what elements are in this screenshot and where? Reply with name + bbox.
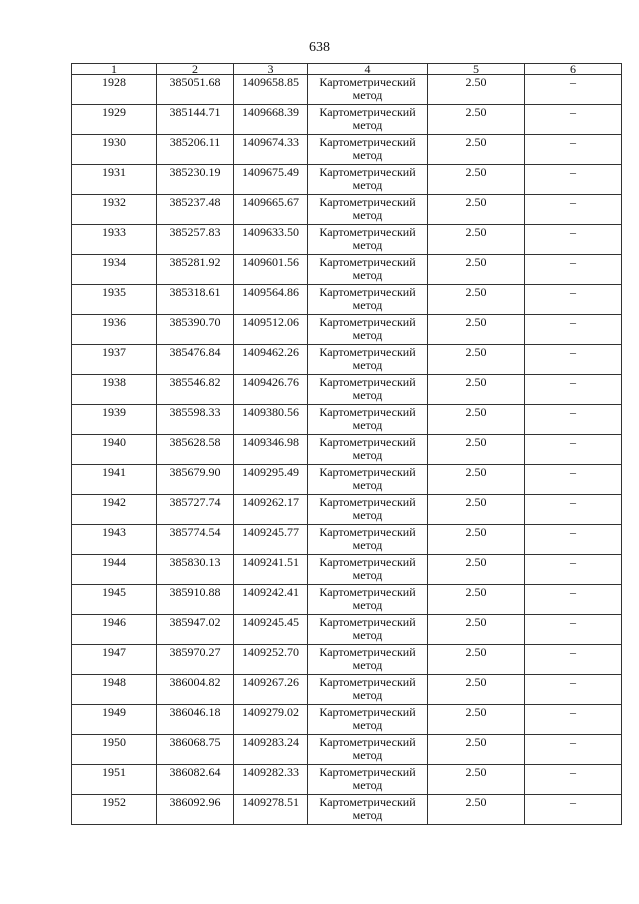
table-row xyxy=(72,495,622,525)
x-coordinate-cell: 385206.11 xyxy=(157,135,234,165)
y-coordinate-cell: 1409665.67 xyxy=(234,195,308,225)
x-coordinate-cell: 385830.13 xyxy=(157,555,234,585)
note-cell: – xyxy=(525,105,622,135)
note-cell: – xyxy=(525,615,622,645)
note-cell: – xyxy=(525,315,622,345)
accuracy-cell: 2.50 xyxy=(428,165,525,195)
table-row xyxy=(72,405,622,435)
point-number-cell: 1947 xyxy=(72,645,157,675)
point-number-cell: 1937 xyxy=(72,345,157,375)
x-coordinate-cell: 385051.68 xyxy=(157,75,234,105)
method-line2: метод xyxy=(352,538,383,552)
x-coordinate-cell: 386046.18 xyxy=(157,705,234,735)
accuracy-cell: 2.50 xyxy=(428,105,525,135)
accuracy-cell: 2.50 xyxy=(428,645,525,675)
method-cell xyxy=(308,525,428,555)
y-coordinate-cell: 1409564.86 xyxy=(234,285,308,315)
x-coordinate-cell: 385476.84 xyxy=(157,345,234,375)
note-cell: – xyxy=(525,255,622,285)
x-coordinate-cell: 385546.82 xyxy=(157,375,234,405)
point-number-cell: 1941 xyxy=(72,465,157,495)
method-line1: Картометрический xyxy=(319,75,416,89)
x-coordinate-cell: 385230.19 xyxy=(157,165,234,195)
method-cell xyxy=(308,345,428,375)
method-line2: метод xyxy=(352,418,383,432)
y-coordinate-cell: 1409346.98 xyxy=(234,435,308,465)
accuracy-cell: 2.50 xyxy=(428,225,525,255)
method-cell xyxy=(308,375,428,405)
method-line2: метод xyxy=(352,268,383,282)
column-header-5: 5 xyxy=(428,64,525,75)
method-cell xyxy=(308,495,428,525)
method-line2: метод xyxy=(352,568,383,582)
point-number-cell: 1936 xyxy=(72,315,157,345)
table-row xyxy=(72,645,622,675)
x-coordinate-cell: 386004.82 xyxy=(157,675,234,705)
note-cell: – xyxy=(525,585,622,615)
note-cell: – xyxy=(525,705,622,735)
y-coordinate-cell: 1409245.77 xyxy=(234,525,308,555)
method-line2: метод xyxy=(352,748,383,762)
method-cell xyxy=(308,255,428,285)
x-coordinate-cell: 385281.92 xyxy=(157,255,234,285)
table-row xyxy=(72,555,622,585)
point-number-cell: 1948 xyxy=(72,675,157,705)
method-line2: метод xyxy=(352,208,383,222)
y-coordinate-cell: 1409658.85 xyxy=(234,75,308,105)
method-cell xyxy=(308,585,428,615)
column-header-6: 6 xyxy=(525,64,622,75)
accuracy-cell: 2.50 xyxy=(428,195,525,225)
accuracy-cell: 2.50 xyxy=(428,615,525,645)
method-line2: метод xyxy=(352,508,383,522)
method-cell xyxy=(308,165,428,195)
method-cell xyxy=(308,405,428,435)
method-cell xyxy=(308,465,428,495)
point-number-cell: 1951 xyxy=(72,765,157,795)
y-coordinate-cell: 1409242.41 xyxy=(234,585,308,615)
point-number-cell: 1938 xyxy=(72,375,157,405)
x-coordinate-cell: 385390.70 xyxy=(157,315,234,345)
y-coordinate-cell: 1409380.56 xyxy=(234,405,308,435)
point-number-cell: 1928 xyxy=(72,75,157,105)
y-coordinate-cell: 1409512.06 xyxy=(234,315,308,345)
y-coordinate-cell: 1409279.02 xyxy=(234,705,308,735)
point-number-cell: 1952 xyxy=(72,795,157,825)
method-line1: Картометрический xyxy=(319,525,416,539)
table-row xyxy=(72,75,622,105)
y-coordinate-cell: 1409675.49 xyxy=(234,165,308,195)
table-row xyxy=(72,375,622,405)
note-cell: – xyxy=(525,435,622,465)
method-cell xyxy=(308,705,428,735)
note-cell: – xyxy=(525,465,622,495)
accuracy-cell: 2.50 xyxy=(428,375,525,405)
y-coordinate-cell: 1409267.26 xyxy=(234,675,308,705)
method-line2: метод xyxy=(352,598,383,612)
point-number-cell: 1949 xyxy=(72,705,157,735)
method-line1: Картометрический xyxy=(319,735,416,749)
method-line1: Картометрический xyxy=(319,465,416,479)
accuracy-cell: 2.50 xyxy=(428,735,525,765)
point-number-cell: 1930 xyxy=(72,135,157,165)
column-header-1: 1 xyxy=(72,64,157,75)
table-row xyxy=(72,525,622,555)
method-line1: Картометрический xyxy=(319,795,416,809)
accuracy-cell: 2.50 xyxy=(428,315,525,345)
accuracy-cell: 2.50 xyxy=(428,135,525,165)
accuracy-cell: 2.50 xyxy=(428,795,525,825)
method-cell xyxy=(308,135,428,165)
y-coordinate-cell: 1409295.49 xyxy=(234,465,308,495)
table-row xyxy=(72,135,622,165)
method-cell xyxy=(308,555,428,585)
accuracy-cell: 2.50 xyxy=(428,765,525,795)
method-line2: метод xyxy=(352,298,383,312)
table-row xyxy=(72,735,622,765)
table-header-row xyxy=(72,64,622,75)
table-row xyxy=(72,435,622,465)
method-line1: Картометрический xyxy=(319,585,416,599)
accuracy-cell: 2.50 xyxy=(428,525,525,555)
x-coordinate-cell: 386082.64 xyxy=(157,765,234,795)
y-coordinate-cell: 1409245.45 xyxy=(234,615,308,645)
method-line1: Картометрический xyxy=(319,405,416,419)
method-line2: метод xyxy=(352,478,383,492)
y-coordinate-cell: 1409241.51 xyxy=(234,555,308,585)
x-coordinate-cell: 385318.61 xyxy=(157,285,234,315)
x-coordinate-cell: 385598.33 xyxy=(157,405,234,435)
method-line2: метод xyxy=(352,778,383,792)
y-coordinate-cell: 1409462.26 xyxy=(234,345,308,375)
table-row xyxy=(72,165,622,195)
accuracy-cell: 2.50 xyxy=(428,465,525,495)
method-line2: метод xyxy=(352,358,383,372)
y-coordinate-cell: 1409601.56 xyxy=(234,255,308,285)
table-row xyxy=(72,765,622,795)
method-line2: метод xyxy=(352,658,383,672)
method-line2: метод xyxy=(352,388,383,402)
method-cell xyxy=(308,105,428,135)
y-coordinate-cell: 1409278.51 xyxy=(234,795,308,825)
method-line1: Картометрический xyxy=(319,135,416,149)
column-header-3: 3 xyxy=(234,64,308,75)
method-line1: Картометрический xyxy=(319,705,416,719)
method-cell xyxy=(308,615,428,645)
method-line1: Картометрический xyxy=(319,375,416,389)
point-number-cell: 1946 xyxy=(72,615,157,645)
method-line1: Картометрический xyxy=(319,105,416,119)
method-line2: метод xyxy=(352,238,383,252)
y-coordinate-cell: 1409252.70 xyxy=(234,645,308,675)
point-number-cell: 1933 xyxy=(72,225,157,255)
table-row xyxy=(72,615,622,645)
x-coordinate-cell: 385910.88 xyxy=(157,585,234,615)
table-row xyxy=(72,465,622,495)
y-coordinate-cell: 1409282.33 xyxy=(234,765,308,795)
method-line1: Картометрический xyxy=(319,675,416,689)
note-cell: – xyxy=(525,645,622,675)
note-cell: – xyxy=(525,375,622,405)
x-coordinate-cell: 385970.27 xyxy=(157,645,234,675)
note-cell: – xyxy=(525,135,622,165)
note-cell: – xyxy=(525,405,622,435)
method-line1: Картометрический xyxy=(319,195,416,209)
method-line2: метод xyxy=(352,628,383,642)
method-cell xyxy=(308,435,428,465)
method-line1: Картометрический xyxy=(319,345,416,359)
method-line2: метод xyxy=(352,118,383,132)
method-line2: метод xyxy=(352,88,383,102)
x-coordinate-cell: 385774.54 xyxy=(157,525,234,555)
accuracy-cell: 2.50 xyxy=(428,405,525,435)
note-cell: – xyxy=(525,75,622,105)
method-line1: Картометрический xyxy=(319,615,416,629)
method-cell xyxy=(308,195,428,225)
method-cell xyxy=(308,735,428,765)
accuracy-cell: 2.50 xyxy=(428,705,525,735)
x-coordinate-cell: 386068.75 xyxy=(157,735,234,765)
accuracy-cell: 2.50 xyxy=(428,555,525,585)
point-number-cell: 1943 xyxy=(72,525,157,555)
point-number-cell: 1940 xyxy=(72,435,157,465)
method-line2: метод xyxy=(352,808,383,822)
method-cell xyxy=(308,225,428,255)
note-cell: – xyxy=(525,735,622,765)
note-cell: – xyxy=(525,225,622,255)
note-cell: – xyxy=(525,495,622,525)
accuracy-cell: 2.50 xyxy=(428,255,525,285)
x-coordinate-cell: 385679.90 xyxy=(157,465,234,495)
table-row xyxy=(72,585,622,615)
table-row xyxy=(72,345,622,375)
point-number-cell: 1935 xyxy=(72,285,157,315)
method-line1: Картометрический xyxy=(319,285,416,299)
coordinates-table xyxy=(71,63,622,825)
column-header-2: 2 xyxy=(157,64,234,75)
note-cell: – xyxy=(525,345,622,375)
method-line1: Картометрический xyxy=(319,225,416,239)
method-cell xyxy=(308,765,428,795)
note-cell: – xyxy=(525,675,622,705)
accuracy-cell: 2.50 xyxy=(428,585,525,615)
method-line1: Картометрический xyxy=(319,315,416,329)
method-line1: Картометрический xyxy=(319,495,416,509)
table-row xyxy=(72,225,622,255)
note-cell: – xyxy=(525,165,622,195)
point-number-cell: 1929 xyxy=(72,105,157,135)
point-number-cell: 1942 xyxy=(72,495,157,525)
table-row xyxy=(72,705,622,735)
x-coordinate-cell: 385727.74 xyxy=(157,495,234,525)
method-line2: метод xyxy=(352,328,383,342)
x-coordinate-cell: 386092.96 xyxy=(157,795,234,825)
y-coordinate-cell: 1409262.17 xyxy=(234,495,308,525)
y-coordinate-cell: 1409426.76 xyxy=(234,375,308,405)
accuracy-cell: 2.50 xyxy=(428,675,525,705)
note-cell: – xyxy=(525,555,622,585)
x-coordinate-cell: 385144.71 xyxy=(157,105,234,135)
method-cell xyxy=(308,645,428,675)
method-cell xyxy=(308,675,428,705)
method-cell xyxy=(308,75,428,105)
method-line1: Картометрический xyxy=(319,435,416,449)
table-row xyxy=(72,255,622,285)
column-header-4: 4 xyxy=(308,64,428,75)
method-line2: метод xyxy=(352,688,383,702)
accuracy-cell: 2.50 xyxy=(428,495,525,525)
method-line1: Картометрический xyxy=(319,765,416,779)
method-line1: Картометрический xyxy=(319,165,416,179)
y-coordinate-cell: 1409668.39 xyxy=(234,105,308,135)
page-number: 638 xyxy=(309,40,330,55)
accuracy-cell: 2.50 xyxy=(428,75,525,105)
method-line1: Картометрический xyxy=(319,555,416,569)
point-number-cell: 1932 xyxy=(72,195,157,225)
method-line1: Картометрический xyxy=(319,645,416,659)
method-line1: Картометрический xyxy=(319,255,416,269)
y-coordinate-cell: 1409674.33 xyxy=(234,135,308,165)
note-cell: – xyxy=(525,195,622,225)
y-coordinate-cell: 1409633.50 xyxy=(234,225,308,255)
table-row xyxy=(72,285,622,315)
table-row xyxy=(72,105,622,135)
note-cell: – xyxy=(525,765,622,795)
table-row xyxy=(72,315,622,345)
accuracy-cell: 2.50 xyxy=(428,285,525,315)
point-number-cell: 1939 xyxy=(72,405,157,435)
x-coordinate-cell: 385947.02 xyxy=(157,615,234,645)
table-row xyxy=(72,675,622,705)
point-number-cell: 1950 xyxy=(72,735,157,765)
x-coordinate-cell: 385257.83 xyxy=(157,225,234,255)
y-coordinate-cell: 1409283.24 xyxy=(234,735,308,765)
x-coordinate-cell: 385628.58 xyxy=(157,435,234,465)
accuracy-cell: 2.50 xyxy=(428,435,525,465)
accuracy-cell: 2.50 xyxy=(428,345,525,375)
point-number-cell: 1934 xyxy=(72,255,157,285)
method-line2: метод xyxy=(352,148,383,162)
point-number-cell: 1944 xyxy=(72,555,157,585)
point-number-cell: 1945 xyxy=(72,585,157,615)
note-cell: – xyxy=(525,285,622,315)
method-cell xyxy=(308,315,428,345)
method-cell xyxy=(308,285,428,315)
method-line2: метод xyxy=(352,448,383,462)
method-cell xyxy=(308,795,428,825)
table-row xyxy=(72,795,622,825)
x-coordinate-cell: 385237.48 xyxy=(157,195,234,225)
point-number-cell: 1931 xyxy=(72,165,157,195)
table-row xyxy=(72,195,622,225)
note-cell: – xyxy=(525,795,622,825)
method-line2: метод xyxy=(352,718,383,732)
note-cell: – xyxy=(525,525,622,555)
method-line2: метод xyxy=(352,178,383,192)
